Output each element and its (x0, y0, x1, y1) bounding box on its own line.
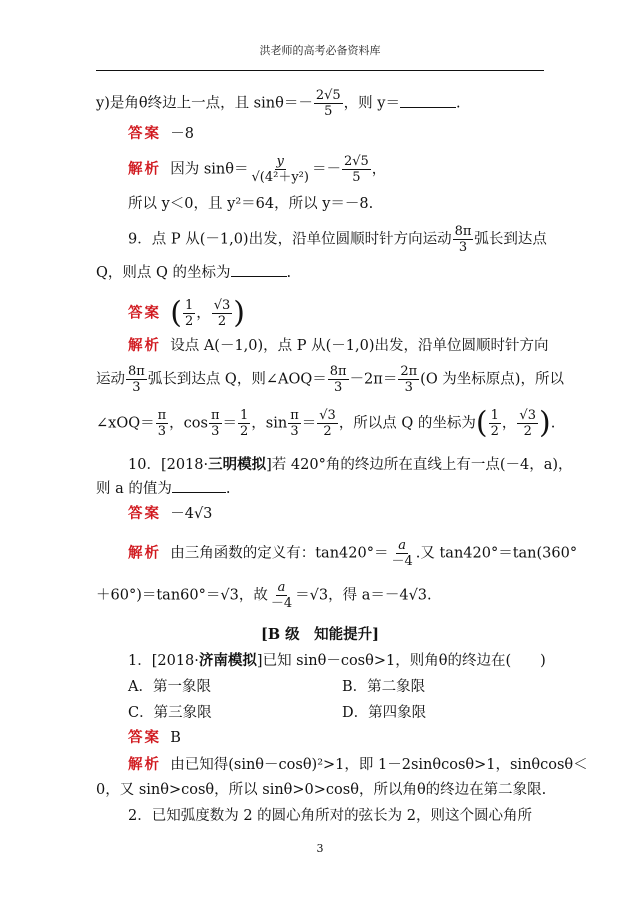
fraction: $\frac{\pi}{3}$ (210, 408, 220, 439)
b1-answer: 答案 B (128, 730, 181, 746)
b1-analysis-line2: 0，又 sinθ>cosθ，所以 sinθ>0>cosθ，所以角θ的终边在第二象限. (96, 782, 547, 798)
q10-analysis-line2: ＋60°)＝tan60°＝√3，故 $\frac{a}{-4}$ ＝√3，得 a＝－4√3. (96, 580, 432, 611)
prev-analysis: 解析 因为 sinθ＝ $\frac{y}{\text{√(4²＋y²)}}$ ＝－ $\frac{2√5}{5}$ ， (128, 154, 387, 185)
answer-blank (231, 262, 287, 277)
b1-option-b: B．第二象限 (342, 679, 426, 695)
prev-analysis-line2: 所以 y＜0，且 y²＝64，所以 y＝－8. (128, 196, 374, 212)
b1-stem: 1．[2018·济南模拟]已知 sinθ－cosθ>1，则角θ的终边在( ) (128, 652, 546, 669)
fraction: $\frac{√3}{2}$ (319, 408, 336, 439)
q10-answer: 答案 －4√3 (128, 506, 213, 522)
fraction: $\frac{√3}{2}$ (519, 408, 536, 439)
fraction: $\frac{2√5}{5}$ (343, 154, 369, 185)
q9-analysis-line3: ∠xOQ＝ $\frac{\pi}{3}$ ，cos $\frac{\pi}{3}$ ＝ $\frac{1}{2}$ ，sin $\frac{\pi}{3}$ ＝ $\frac{√3}{2}$ ，所以点 Q 的坐标为( $\frac{1}{2}$ ， $\frac{√3}{2}$ ). (96, 405, 556, 441)
fraction: $\frac{8\pi}{3}$ (454, 224, 472, 255)
fraction: $\frac{8\pi}{3}$ (128, 364, 145, 395)
b2-stem: 2．已知弧度数为 2 的圆心角所对的弦长为 2，则这个圆心角所 (128, 808, 533, 824)
b1-option-d: D．第四象限 (342, 705, 427, 721)
fraction: $\frac{a}{-4}$ (270, 580, 293, 611)
fraction: $\frac{1}{2}$ (490, 408, 499, 439)
q9-analysis-line1: 解析 设点 A(－1,0)，点 P 从(－1,0)出发，沿单位圆顺时针方向 (128, 338, 549, 354)
fraction: $\frac{\pi}{3}$ (157, 408, 167, 439)
fraction: $\frac{8\pi}{3}$ (329, 364, 347, 395)
answer-blank (400, 93, 456, 108)
section-title: [B 级 知能提升] (260, 626, 380, 643)
fraction: $\frac{2√5}{5}$ (315, 88, 341, 119)
q10-stem-line2: 则 a 的值为 . (96, 478, 544, 499)
page-number: 3 (316, 842, 324, 855)
fraction: $\frac{2\pi}{3}$ (400, 364, 418, 395)
fraction: $\frac{\pi}{3}$ (290, 408, 299, 439)
page-header: 洪老师的高考必备资料库 (259, 44, 381, 57)
fraction: $\frac{1}{2}$ (240, 408, 249, 439)
q10-stem-line1: 10．[2018·三明模拟]若 420°角的终边所在直线上有一点(－4，a)， (128, 456, 573, 473)
q9-analysis-line2: 运动 $\frac{8\pi}{3}$ 弧长到达点 Q，则∠AOQ＝ $\frac{8\pi}{3}$ －2π＝ $\frac{2\pi}{3}$ (O 为坐标原点)，所以 (96, 364, 564, 395)
q10-analysis-line1: 解析 由三角函数的定义有：tan420°＝ $\frac{a}{-4}$ .又 tan420°＝tan(360° (128, 538, 578, 569)
header-rule (96, 70, 544, 71)
q9-stem-line1: 9．点 P 从(－1,0)出发，沿单位圆顺时针方向运动 $\frac{8\pi}{3}$ 弧长到达点 (128, 224, 547, 255)
answer-blank (172, 478, 226, 493)
fraction: $\frac{y}{\text{√(4²＋y²)}}$ (251, 154, 309, 185)
q9-answer: 答案 ( $\frac{1}{2}$ ， $\frac{√3}{2}$ ) (128, 295, 245, 331)
b1-analysis-line1: 解析 由已知得(sinθ－cosθ)²>1，即 1－2sinθcosθ>1，sinθcosθ＜ (128, 757, 588, 773)
prev-question-stem: y)是角θ终边上一点，且 sinθ＝－ $\frac{2√5}{5}$ ，则 y＝ . (96, 88, 461, 119)
b1-option-c: C．第三象限 (128, 705, 212, 721)
q9-stem-line2: Q，则点 Q 的坐标为 . (96, 262, 544, 283)
fraction: $\frac{1}{2}$ (184, 298, 194, 329)
fraction: $\frac{√3}{2}$ (213, 298, 231, 329)
b1-option-a: A．第一象限 (128, 679, 211, 695)
prev-answer: 答案 －8 (128, 126, 194, 142)
fraction: $\frac{a}{-4}$ (391, 538, 413, 569)
